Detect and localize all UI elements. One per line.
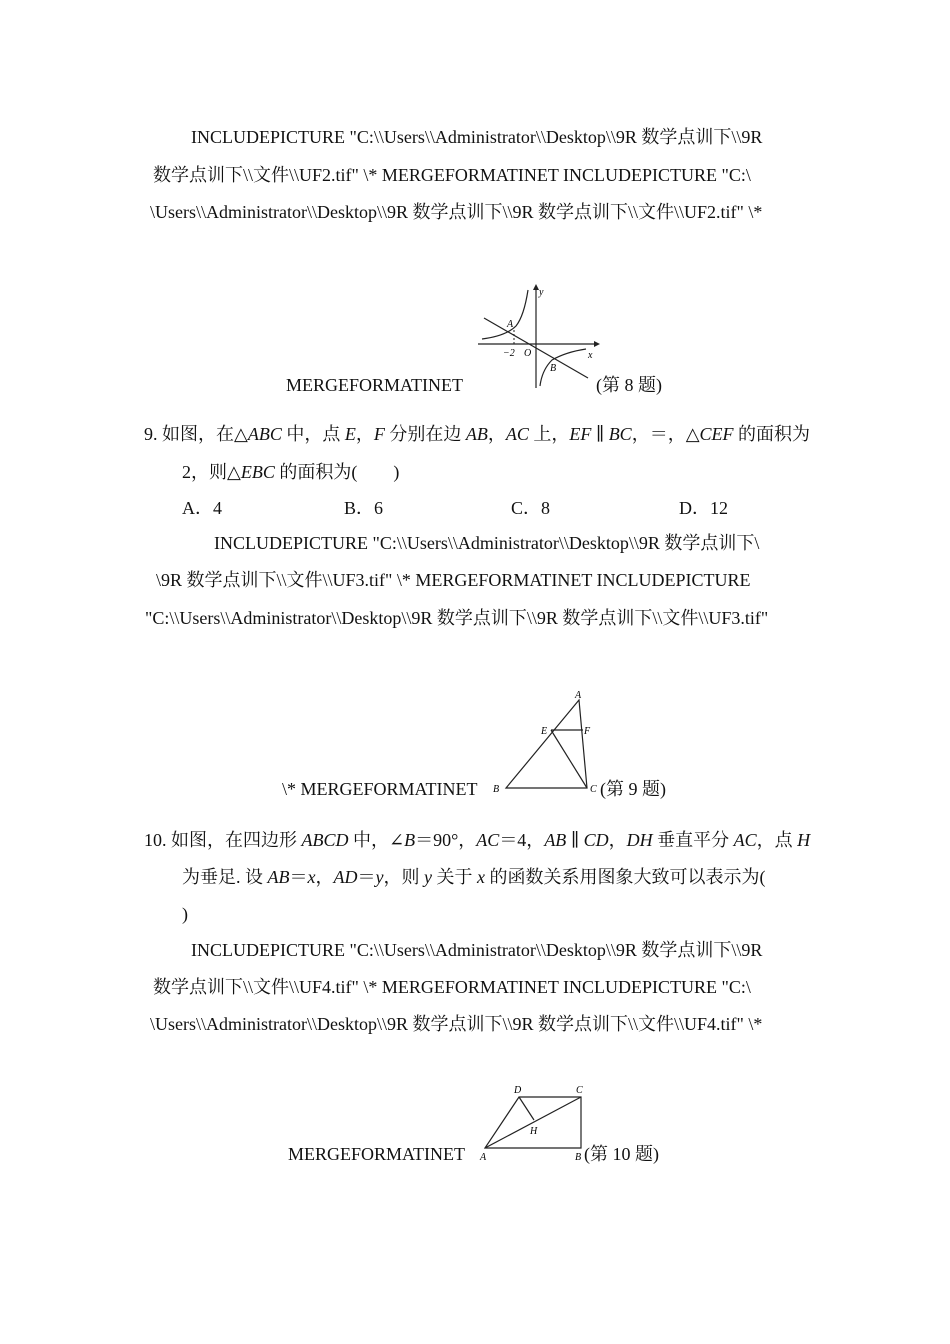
field-code-line: INCLUDEPICTURE "C:\\Users\\Administrator\\Desktop\\9R 数学点训下\ bbox=[214, 533, 760, 553]
question-10-line-2: 为垂足. 设 AB＝x，AD＝y，则 y 关于 x 的函数关系用图象大致可以表示为( bbox=[182, 867, 766, 887]
field-code-tail: MERGEFORMATINET bbox=[286, 375, 464, 395]
question-number: 9. bbox=[144, 424, 158, 444]
point-a-label: A bbox=[507, 319, 514, 330]
vertex-d-label: D bbox=[514, 1085, 522, 1096]
option-a: A．4 bbox=[182, 498, 222, 518]
option-b: B．6 bbox=[344, 498, 384, 518]
figure-caption: (第 9 题) bbox=[600, 779, 666, 799]
figure-10-quadrilateral bbox=[476, 1080, 588, 1164]
vertex-b-label: B bbox=[493, 784, 500, 795]
point-e-label: E bbox=[541, 726, 548, 737]
y-axis-label: y bbox=[539, 287, 544, 298]
question-10-line-1: 10. 如图，在四边形 ABCD 中，∠B＝90°，AC＝4，AB ∥ CD，DH 垂直平分 AC，点 H bbox=[144, 830, 811, 850]
option-c: C．8 bbox=[511, 498, 551, 518]
vertex-c-label: C bbox=[576, 1085, 583, 1096]
field-code-line: \Users\\Administrator\\Desktop\\9R 数学点训下\\9R 数学点训下\\文件\\UF4.tif" \* bbox=[150, 1014, 763, 1034]
field-code-tail: MERGEFORMATINET bbox=[288, 1144, 466, 1164]
field-code-line: 数学点训下\\文件\\UF4.tif" \* MERGEFORMATINET INCLUDEPICTURE "C:\ bbox=[153, 977, 751, 997]
vertex-a-label: A bbox=[480, 1152, 487, 1163]
option-d: D．12 bbox=[679, 498, 728, 518]
vertex-c-label: C bbox=[590, 784, 597, 795]
field-code-line: \Users\\Administrator\\Desktop\\9R 数学点训下\\9R 数学点训下\\文件\\UF2.tif" \* bbox=[150, 202, 763, 222]
point-h-label: H bbox=[530, 1126, 538, 1137]
tick-label: −2 bbox=[503, 348, 515, 359]
field-code-tail: \* MERGEFORMATINET bbox=[282, 779, 478, 799]
figure-8-graph bbox=[476, 282, 600, 390]
question-9-line-2: 2，则△EBC 的面积为( ) bbox=[182, 462, 400, 482]
field-code-line: INCLUDEPICTURE "C:\\Users\\Administrator\\Desktop\\9R 数学点训下\\9R bbox=[191, 940, 763, 960]
question-10-line-3: ) bbox=[182, 904, 188, 924]
origin-label: O bbox=[524, 348, 532, 359]
field-code-line: INCLUDEPICTURE "C:\\Users\\Administrator\\Desktop\\9R 数学点训下\\9R bbox=[191, 127, 763, 147]
point-b-label: B bbox=[550, 363, 557, 374]
figure-caption: (第 8 题) bbox=[596, 375, 662, 395]
point-f-label: F bbox=[584, 726, 591, 737]
figure-caption: (第 10 题) bbox=[584, 1144, 659, 1164]
figure-9-triangle bbox=[490, 686, 600, 796]
vertex-b-label: B bbox=[575, 1152, 582, 1163]
field-code-line: \9R 数学点训下\\文件\\UF3.tif" \* MERGEFORMATINET INCLUDEPICTURE bbox=[156, 570, 751, 590]
vertex-a-label: A bbox=[575, 690, 582, 701]
field-code-line: 数学点训下\\文件\\UF2.tif" \* MERGEFORMATINET INCLUDEPICTURE "C:\ bbox=[153, 165, 751, 185]
question-number: 10. bbox=[144, 830, 167, 850]
x-axis-label: x bbox=[588, 350, 593, 361]
field-code-line: "C:\\Users\\Administrator\\Desktop\\9R 数学点训下\\9R 数学点训下\\文件\\UF3.tif" bbox=[145, 608, 769, 628]
question-9-line-1: 9. 如图，在△ABC 中，点 E，F 分别在边 AB，AC 上，EF ∥ BC，＝，△CEF 的面积为 bbox=[144, 424, 811, 444]
